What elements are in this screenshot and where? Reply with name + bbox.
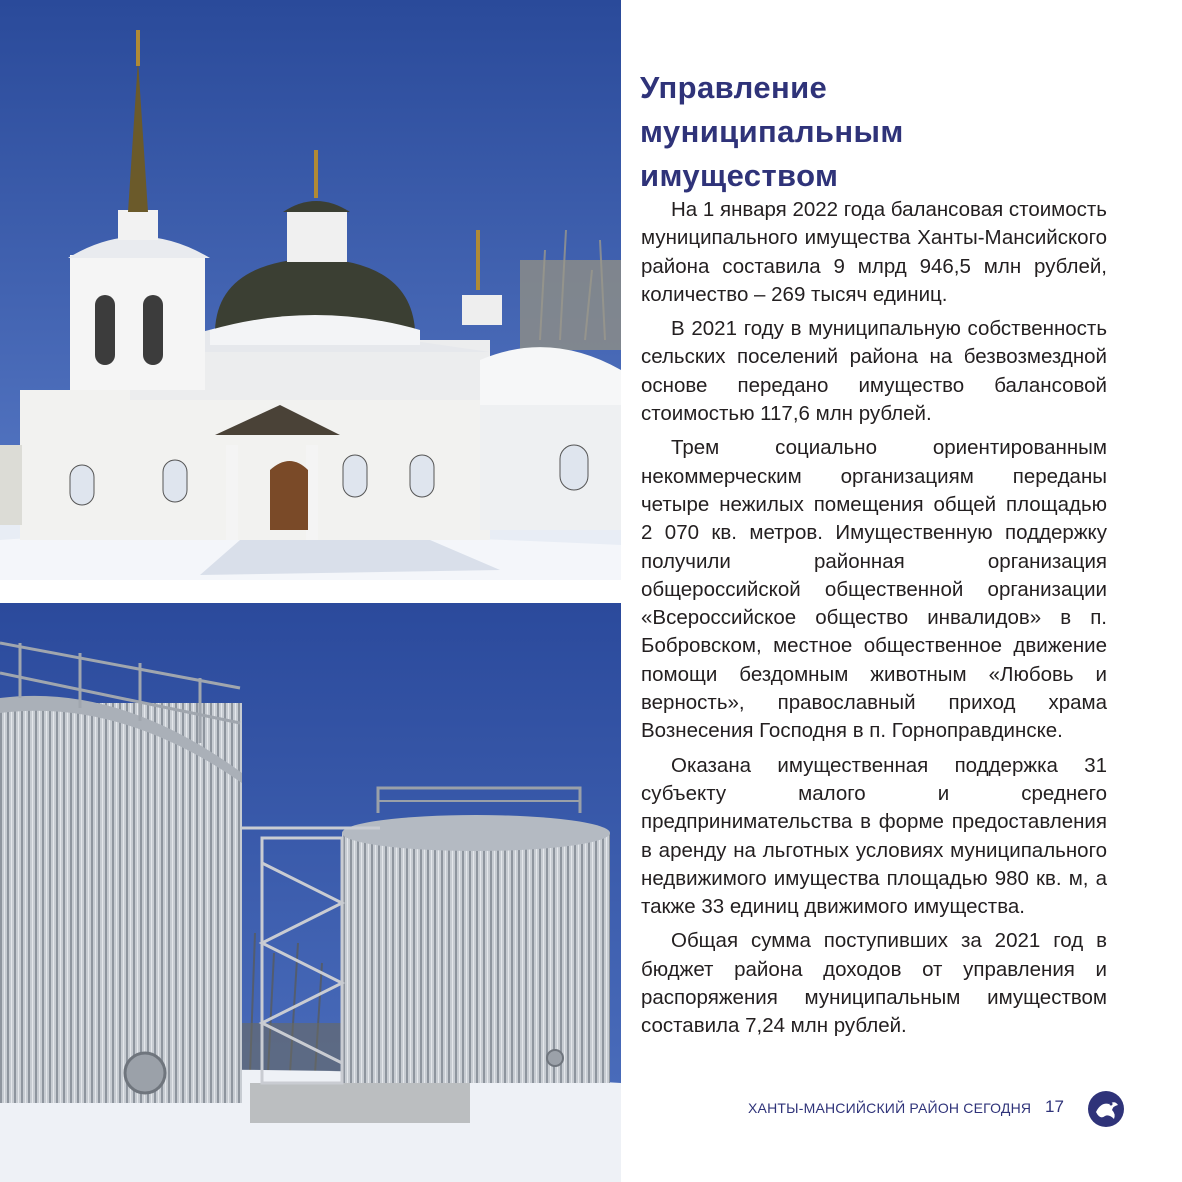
title-line: муниципальным — [640, 114, 904, 149]
page-number: 17 — [1045, 1097, 1064, 1116]
publication-name: ХАНТЫ-МАНСИЙСКИЙ РАЙОН СЕГОДНЯ — [748, 1100, 1032, 1116]
paragraph: На 1 января 2022 года балансовая стоимость муниципального имущества Ханты-Мансийского района составила 9 млрд 946,5 млн рублей, количество – 269 тысяч единиц. — [641, 198, 1107, 306]
storage-tanks-photo — [0, 603, 621, 1182]
paragraph: Оказана имущественная поддержка 31 субъекту малого и среднего предпринимательства в форме предоставления в аренду на льготных условиях муниципального недвижимого имущества площадью 980 кв. м, а также 33 единиц движимого имущества. — [641, 753, 1107, 919]
paragraph: В 2021 году в муниципальную собственность сельских поселений района на безвозмездной основе передано имущество балансовой стоимостью 117,6 млн рублей. — [641, 317, 1107, 426]
page-title — [640, 66, 1140, 198]
church-photo — [0, 0, 621, 580]
title-line: Управление — [640, 70, 828, 105]
article-body — [641, 196, 1107, 1047]
title-line: имуществом — [640, 158, 839, 193]
paragraph: Трем социально ориентированным некоммерческим организациям переданы четыре нежилых помещения общей площадью 2 070 кв. метров. Имущественную поддержку получили районная организация общероссийской общественной организации «Всероссийское общество инвалидов» в п. Бобровском, местное общественное движение помощи бездомным животным «Любовь и верность», православный приход храма Вознесения Господня в п. Горноправдинске. — [641, 436, 1107, 743]
district-emblem-icon — [1087, 1090, 1125, 1128]
paragraph: Общая сумма поступивших за 2021 год в бюджет района доходов от управления и распоряжения муниципальным имуществом составила 7,24 млн рублей. — [641, 929, 1107, 1038]
